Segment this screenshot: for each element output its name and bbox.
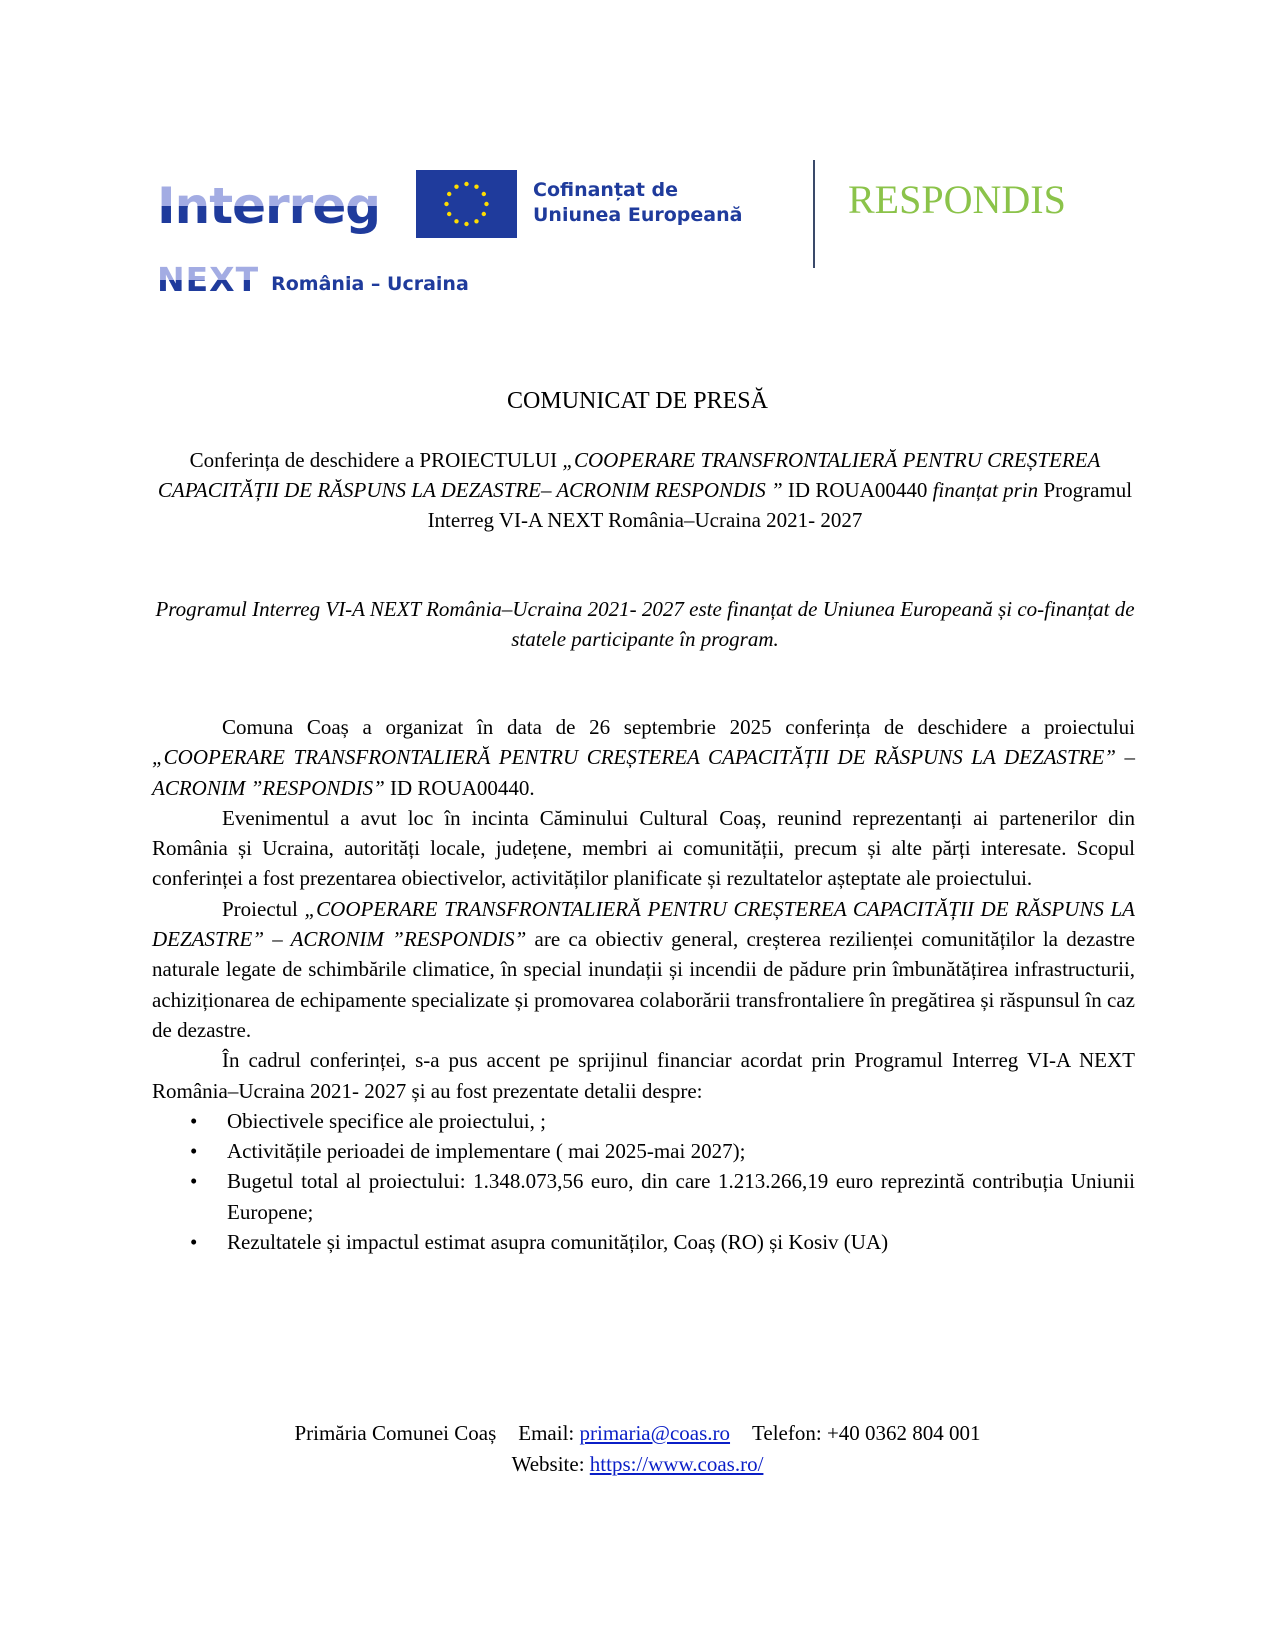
eu-flag-icon	[416, 170, 517, 238]
list-item	[152, 1106, 1135, 1136]
list-item-text: Rezultatele și impactul estimat asupra comunităților, Coaș (RO) și Kosiv (UA)	[227, 1230, 889, 1255]
subtitle-part: ID ROUA00440	[782, 478, 933, 502]
email-label: Email:	[518, 1421, 580, 1445]
subtitle-part: Conferința de deschidere a PROIECTULUI	[189, 448, 563, 472]
list-item-text: Obiectivele specifice ale proiectului, ;	[227, 1108, 546, 1133]
contact-footer	[0, 1418, 1275, 1480]
phone-label: Telefon:	[752, 1421, 827, 1445]
paragraph-text: Comuna Coaș a organizat în data de 26 septembrie 2025 conferința de deschidere a proiectului	[222, 715, 1135, 739]
details-list	[152, 1106, 1135, 1257]
interreg-logo	[157, 178, 385, 234]
website-link[interactable]: https://www.coas.ro/	[589, 1452, 764, 1476]
list-item-text: Bugetul total al proiectului: 1.348.073,56 euro, din care 1.213.266,19 euro reprezintă contribuția Uniunii Europene;	[227, 1169, 1135, 1224]
paragraph-project	[152, 894, 1135, 1045]
project-name: „COOPERARE TRANSFRONTALIERĂ PENTRU CREȘTEREA CAPACITĂȚII DE RĂSPUNS LA DEZASTRE” – ACRONIM ”RESPONDIS”	[152, 745, 1135, 800]
subtitle-part: Programul Interreg VI-A NEXT România–Ucraina 2021- 2027	[427, 478, 1133, 532]
funding-note: Programul Interreg VI-A NEXT România–Ucraina 2021- 2027 este finanțat de Uniunea Europeană și co-finanțat de statele participante în program.	[155, 597, 1135, 651]
document-subtitle	[150, 445, 1140, 535]
paragraph-text: ID ROUA00440.	[384, 775, 535, 800]
list-item	[152, 1136, 1135, 1166]
next-logo-text: NEXT	[157, 260, 260, 299]
eu-cofunding-line2: Uniunea Europeană	[533, 204, 743, 226]
interreg-logo-text: Interreg	[157, 177, 381, 235]
paragraph-conference: În cadrul conferinței, s-a pus accent pe sprijinul financiar acordat prin Programul Interreg VI-A NEXT România–Ucraina 2021- 2027 și au fost prezentate detalii despre:	[152, 1048, 1135, 1103]
logo-divider	[813, 160, 815, 268]
interreg-next-logo	[157, 262, 469, 298]
website-label: Website:	[511, 1452, 590, 1476]
project-name: „COOPERARE TRANSFRONTALIERĂ PENTRU CREȘTEREA CAPACITĂȚII DE RĂSPUNS LA DEZASTRE” – ACRONIM ”RESPONDIS”	[152, 896, 1135, 952]
list-item-text: Activitățile perioadei de implementare ( mai 2025-mai 2027);	[227, 1139, 746, 1164]
organization-name: Primăria Comunei Coaș	[294, 1421, 497, 1445]
respondis-logo: RESPONDIS	[848, 177, 1066, 222]
subtitle-part: finanțat prin	[932, 478, 1039, 502]
eu-cofunding-label	[533, 178, 742, 228]
page-title: COMUNICAT DE PRESĂ	[507, 388, 768, 414]
document-body	[152, 712, 1135, 1257]
phone-number: +40 0362 804 001	[826, 1421, 981, 1445]
paragraph-event: Evenimentul a avut loc în incinta Căminului Cultural Coaș, reunind reprezentanți ai partenerilor din România și Ucraina, autorități locale, județene, membri ai comunității, precum și alte părți interesate. Scopul conferinței a fost prezentarea obiectivelor, activităților planificate și rezultatelor așteptate ale proiectului.	[152, 805, 1135, 891]
project-name: „COOPERARE TRANSFRONTALIERĂ PENTRU CREȘTEREA CAPACITĂȚII DE RĂSPUNS LA DEZASTRE– ACRONIM RESPONDIS ”	[157, 448, 1101, 502]
bullet-icon: •	[190, 1139, 198, 1164]
eu-cofunding-line1: Cofinanțat de	[533, 179, 679, 201]
paragraph-text: Proiectul	[222, 896, 305, 921]
footer-line-1	[0, 1418, 1275, 1449]
program-region-text: România – Ucraina	[271, 273, 469, 295]
list-item	[152, 1166, 1135, 1227]
bullet-icon: •	[190, 1169, 198, 1194]
bullet-icon: •	[190, 1108, 198, 1133]
list-item	[152, 1227, 1135, 1257]
email-link[interactable]: primaria@coas.ro	[579, 1421, 731, 1445]
paragraph-intro	[152, 712, 1135, 803]
bullet-icon: •	[190, 1230, 198, 1255]
paragraph-text: are ca obiectiv general, creșterea rezilienței comunităților la dezastre naturale legate de schimbările climatice, în special inundații și incendii de pădure prin îmbunătățirea infrastructurii, achiziționarea de echipamente specializate și promovarea colaborării transfrontaliere în pregătirea și răspunsul în caz de dezastre.	[152, 927, 1135, 1042]
footer-line-2	[0, 1449, 1275, 1480]
